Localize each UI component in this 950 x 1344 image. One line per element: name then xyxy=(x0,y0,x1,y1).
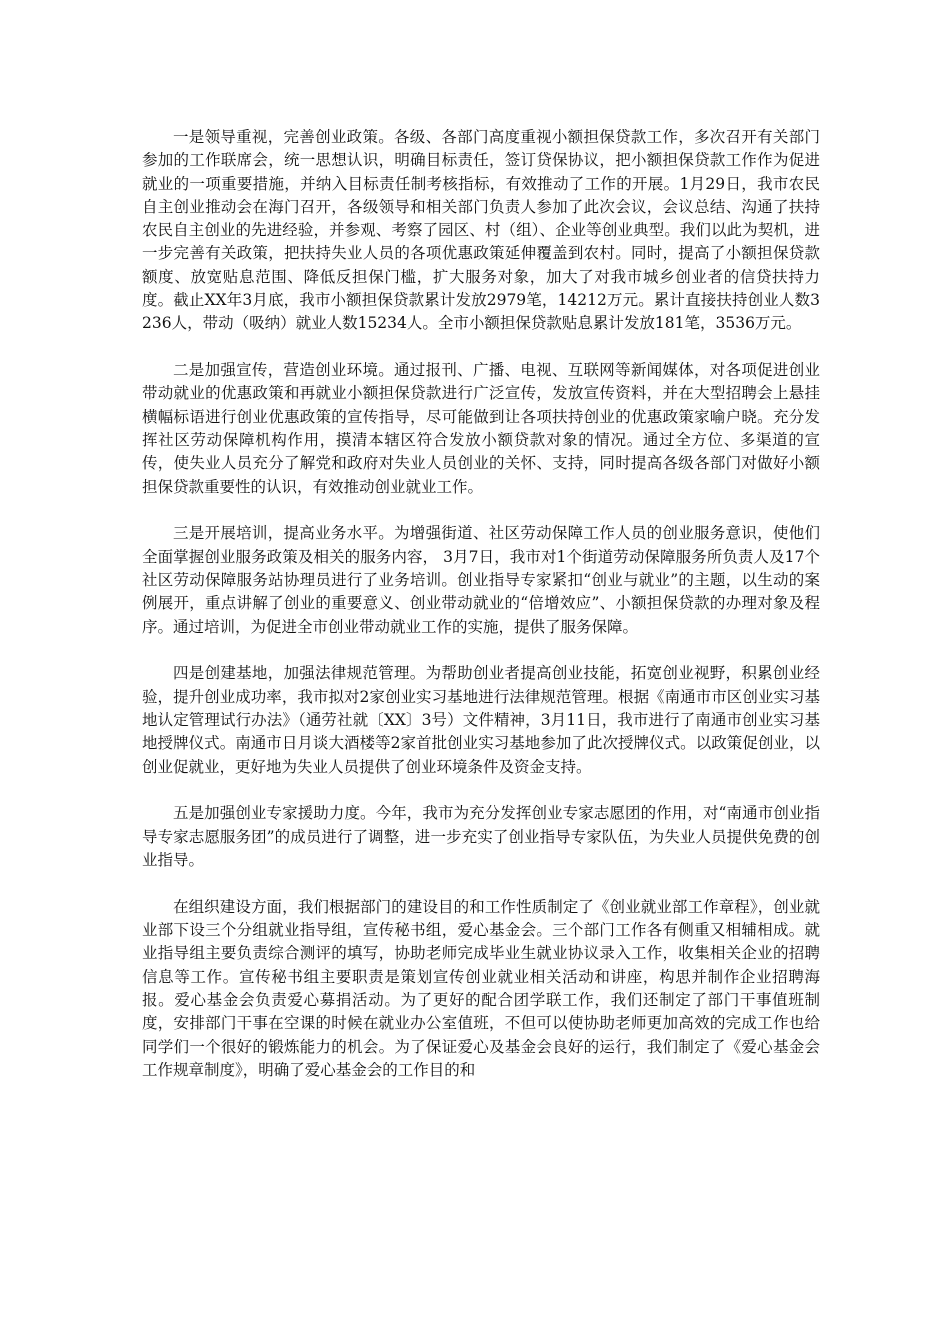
paragraph-base-building: 四是创建基地，加强法律规范管理。为帮助创业者提高创业技能，拓宽创业视野，积累创业经验，提升创业成功率，我市拟对2家创业实习基地进行法律规范管理。根据《南通市市区创业实习基地认定管理试行办法》（通劳社就〔XX〕3号）文件精神，3月11日，我市进行了南通市创业实习基地授牌仪式。南通市日月谈大酒楼等2家首批创业实习基地参加了此次授牌仪式。以政策促创业，以创业促就业，更好地为失业人员提供了创业环境条件及资金支持。 xyxy=(142,664,820,776)
document-body xyxy=(142,126,820,1082)
paragraph-leadership: 一是领导重视，完善创业政策。各级、各部门高度重视小额担保贷款工作，多次召开有关部门参加的工作联席会，统一思想认识，明确目标责任，签订贷保协议，把小额担保贷款工作作为促进就业的一项重要措施，并纳入目标责任制考核指标，有效推动了工作的开展。1月29日，我市农民自主创业推动会在海门召开，各级领导和相关部门负责人参加了此次会议，会议总结、沟通了扶持农民自主创业的先进经验，并参观、考察了园区、村（组）、企业等创业典型。我们以此为契机，进一步完善有关政策，把扶持失业人员的各项优惠政策延伸覆盖到农村。同时，提高了小额担保贷款额度、放宽贴息范围、降低反担保门槛，扩大服务对象，加大了对我市城乡创业者的信贷扶持力度。截止XX年3月底，我市小额担保贷款累计发放2979笔，14212万元。累计直接扶持创业人数3236人，带动（吸纳）就业人数15234人。全市小额担保贷款贴息累计发放181笔，3536万元。 xyxy=(142,128,820,333)
paragraph-expert-assistance: 五是加强创业专家援助力度。今年，我市为充分发挥创业专家志愿团的作用，对“南通市创业指导专家志愿服务团”的成员进行了调整，进一步充实了创业指导专家队伍，为失业人员提供免费的创业指导。 xyxy=(142,804,820,870)
paragraph-organization: 在组织建设方面，我们根据部门的建设目的和工作性质制定了《创业就业部工作章程》，创业就业部下设三个分组就业指导组，宣传秘书组，爱心基金会。三个部门工作各有侧重又相辅相成。就业指导组主要负责综合测评的填写，协助老师完成毕业生就业协议录入工作，收集相关企业的招聘信息等工作。宣传秘书组主要职责是策划宣传创业就业相关活动和讲座，构思并制作企业招聘海报。爱心基金会负责爱心募捐活动。为了更好的配合团学联工作，我们还制定了部门干事值班制度，安排部门干事在空课的时候在就业办公室值班，不但可以使协助老师更加高效的完成工作也给同学们一个很好的锻炼能力的机会。为了保证爱心及基金会良好的运行，我们制定了《爱心基金会工作规章制度》，明确了爱心基金会的工作目的和 xyxy=(142,897,820,1079)
paragraph-training: 三是开展培训，提高业务水平。为增强街道、社区劳动保障工作人员的创业服务意识，使他们全面掌握创业服务政策及相关的服务内容， 3月7日，我市对1个街道劳动保障服务所负责人及17个社区劳动保障服务站协理员进行了业务培训。创业指导专家紧扣“创业与就业”的主题，以生动的案例展开，重点讲解了创业的重要意义、创业带动就业的“倍增效应”、小额担保贷款的办理对象及程序。通过培训，为促进全市创业带动就业工作的实施，提供了服务保障。 xyxy=(142,524,820,636)
paragraph-publicity: 二是加强宣传，营造创业环境。通过报刊、广播、电视、互联网等新闻媒体，对各项促进创业带动就业的优惠政策和再就业小额担保贷款进行广泛宣传，发放宣传资料，并在大型招聘会上悬挂横幅标语进行创业优惠政策的宣传指导，尽可能做到让各项扶持创业的优惠政策家喻户晓。充分发挥社区劳动保障机构作用，摸清本辖区符合发放小额贷款对象的情况。通过全方位、多渠道的宣传，使失业人员充分了解党和政府对失业人员创业的关怀、支持，同时提高各级各部门对做好小额担保贷款重要性的认识，有效推动创业就业工作。 xyxy=(142,361,820,496)
